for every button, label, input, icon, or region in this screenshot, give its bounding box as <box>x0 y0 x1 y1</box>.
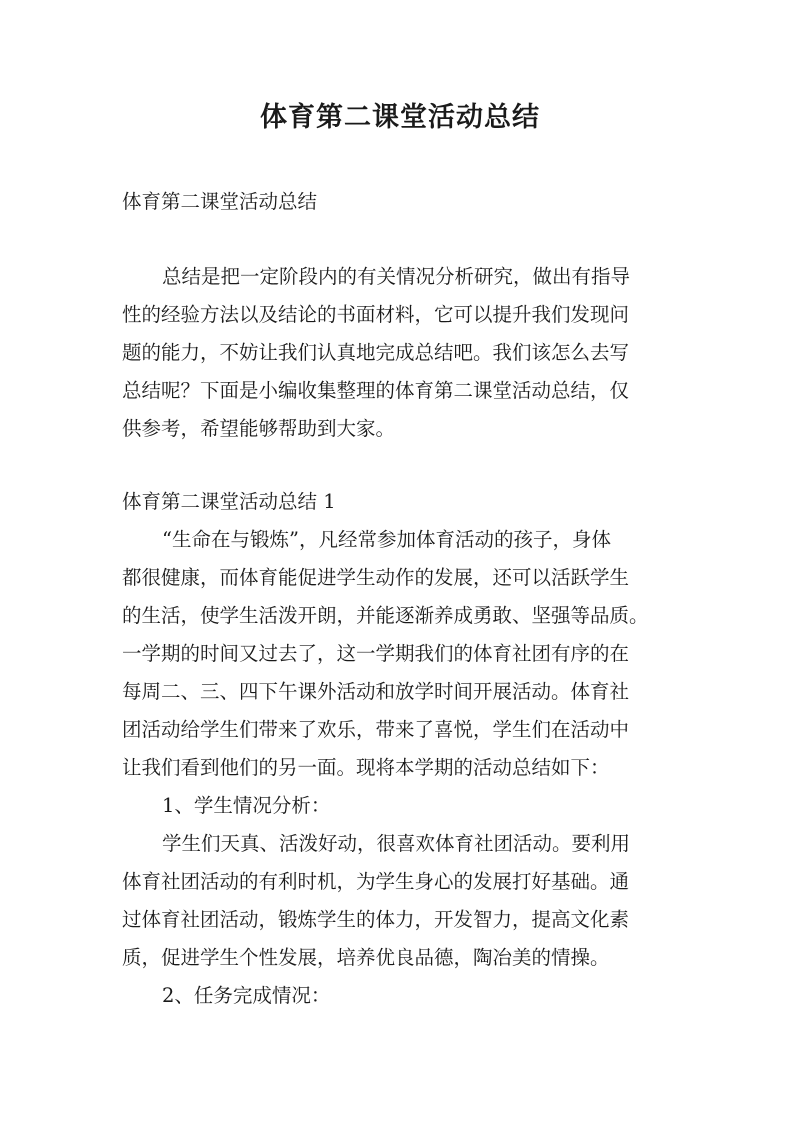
section-1-line-5: 每周二、三、四下午课外活动和放学时间开展活动。体育社 <box>122 680 630 703</box>
document-subtitle: 体育第二课堂活动总结 <box>122 190 318 213</box>
section-1-line-7: 让我们看到他们的另一面。现将本学期的活动总结如下： <box>122 756 610 779</box>
intro-line-4: 总结呢？下面是小编收集整理的体育第二课堂活动总结，仅 <box>122 379 630 402</box>
point-1-line-3: 过体育社团活动，锻炼学生的体力，开发智力，提高文化素 <box>122 908 630 931</box>
point-1-line-2: 体育社团活动的有利时机，为学生身心的发展打好基础。通 <box>122 870 630 893</box>
section-1-line-1: “生命在与锻炼”，凡经常参加体育活动的孩子，身体 <box>162 528 611 551</box>
intro-line-5: 供参考，希望能够帮助到大家。 <box>122 417 396 440</box>
document-title: 体育第二课堂活动总结 <box>260 102 540 133</box>
intro-line-2: 性的经验方法以及结论的书面材料，它可以提升我们发现问 <box>122 303 630 326</box>
section-1-line-6: 团活动给学生们带来了欢乐，带来了喜悦，学生们在活动中 <box>122 718 630 741</box>
section-1-line-2: 都很健康，而体育能促进学生动作的发展，还可以活跃学生 <box>122 566 630 589</box>
section-1-line-3: 的生活，使学生活泼开朗，并能逐渐养成勇敢、坚强等品质。 <box>122 604 649 627</box>
section-1-line-4: 一学期的时间又过去了，这一学期我们的体育社团有序的在 <box>122 642 630 665</box>
point-1-line-4: 质，促进学生个性发展，培养优良品德，陶冶美的情操。 <box>122 946 610 969</box>
point-1-heading: 1、学生情况分析： <box>162 794 331 817</box>
section-1-heading: 体育第二课堂活动总结 1 <box>122 490 336 513</box>
intro-line-1: 总结是把一定阶段内的有关情况分析研究，做出有指导 <box>162 265 631 288</box>
point-1-line-1: 学生们天真、活泼好动，很喜欢体育社团活动。要利用 <box>162 832 631 855</box>
intro-line-3: 题的能力，不妨让我们认真地完成总结吧。我们该怎么去写 <box>122 341 630 364</box>
point-2-heading: 2、任务完成情况： <box>162 984 331 1007</box>
